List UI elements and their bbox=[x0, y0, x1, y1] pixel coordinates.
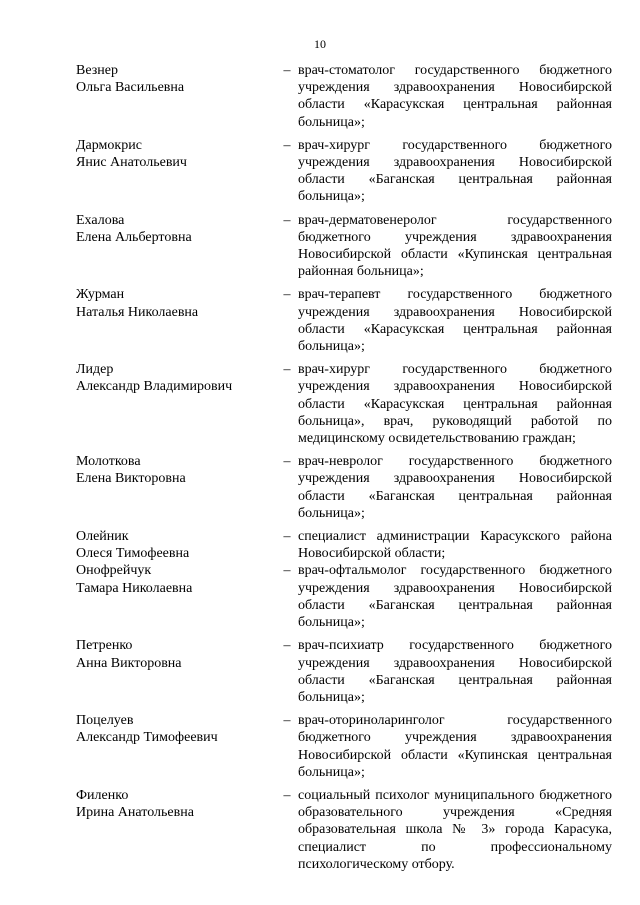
member-surname: Ехалова bbox=[76, 212, 125, 228]
separator-dash: – bbox=[283, 787, 291, 803]
member-given-name: Тамара Николаевна bbox=[76, 580, 193, 596]
member-surname: Журман bbox=[76, 287, 125, 303]
member-given-name: Янис Анатольевич bbox=[76, 155, 187, 171]
member-name bbox=[76, 62, 276, 96]
member-entry bbox=[76, 562, 612, 631]
member-surname: Онофрейчук bbox=[76, 563, 152, 579]
member-name bbox=[76, 137, 276, 171]
member-position: врач-стоматолог государственного бюджетного учреждения здравоохранения Новосибирской области «Карасукская центральная районная больница»; bbox=[298, 63, 612, 130]
member-position: врач-дерматовенеролог государственного бюджетного учреждения здравоохранения Новосибирской области «Купинская центральная районная больница»; bbox=[298, 212, 612, 280]
member-entry bbox=[76, 286, 612, 355]
member-entry bbox=[76, 712, 612, 781]
member-entry bbox=[76, 637, 612, 706]
separator-dash: – bbox=[283, 638, 291, 654]
member-position: социальный психолог муниципального бюджетного образовательного учреждения «Средняя образовательная школа № 3» города Карасука, специалист по профессиональному психологическому отбору. bbox=[298, 787, 612, 872]
member-name bbox=[76, 212, 276, 246]
member-entry bbox=[76, 528, 612, 562]
member-entry bbox=[76, 137, 612, 206]
separator-dash: – bbox=[283, 713, 291, 729]
member-given-name: Александр Владимирович bbox=[76, 379, 233, 395]
member-given-name: Анна Викторовна bbox=[76, 655, 182, 671]
member-position: врач-оториноларинголог государственного бюджетного учреждения здравоохранения Новосибирской области «Купинская центральная больница»; bbox=[298, 713, 612, 780]
separator-dash: – bbox=[283, 362, 291, 378]
member-given-name: Елена Альбертовна bbox=[76, 229, 192, 245]
commission-member-list bbox=[76, 62, 612, 879]
member-given-name: Ирина Анатольевна bbox=[76, 805, 194, 821]
member-given-name: Наталья Николаевна bbox=[76, 304, 199, 320]
member-position: специалист администрации Карасукского района Новосибирской области; bbox=[298, 529, 612, 562]
member-position: врач-хирург государственного бюджетного учреждения здравоохранения Новосибирской области «Баганская центральная районная больница»; bbox=[298, 137, 612, 205]
separator-dash: – bbox=[283, 63, 291, 78]
member-surname: Филенко bbox=[76, 787, 129, 803]
member-position: врач-хирург государственного бюджетного учреждения здравоохранения Новосибирской области «Карасукская центральная районная больница», врач, руководящий работой по медицинскому освидетельствованию граждан; bbox=[298, 362, 612, 447]
member-given-name: Ольга Васильевна bbox=[76, 80, 185, 96]
member-position: врач-терапевт государственного бюджетного учреждения здравоохранения Новосибирской области «Карасукская центральная районная больница»; bbox=[298, 287, 612, 355]
separator-dash: – bbox=[283, 563, 291, 579]
member-entry bbox=[76, 787, 612, 873]
separator-dash: – bbox=[283, 287, 291, 303]
separator-dash: – bbox=[283, 454, 291, 470]
member-surname: Дармокрис bbox=[76, 137, 142, 153]
member-entry bbox=[76, 62, 612, 131]
member-name bbox=[76, 787, 276, 821]
member-given-name: Елена Викторовна bbox=[76, 471, 186, 487]
member-given-name: Олеся Тимофеевна bbox=[76, 546, 190, 562]
member-surname: Петренко bbox=[76, 638, 133, 654]
separator-dash: – bbox=[283, 529, 291, 545]
member-entry bbox=[76, 453, 612, 522]
member-surname: Олейник bbox=[76, 529, 129, 545]
member-name bbox=[76, 712, 276, 746]
page-number: 10 bbox=[314, 37, 326, 51]
member-surname: Поцелуев bbox=[76, 713, 134, 729]
member-given-name: Александр Тимофеевич bbox=[76, 730, 218, 746]
member-name bbox=[76, 286, 276, 320]
separator-dash: – bbox=[283, 212, 291, 228]
member-surname: Молоткова bbox=[76, 454, 141, 470]
member-position: врач-офтальмолог государственного бюджетного учреждения здравоохранения Новосибирской области «Баганская центральная районная больница»; bbox=[298, 563, 612, 631]
member-entry bbox=[76, 212, 612, 281]
member-name bbox=[76, 637, 276, 671]
member-entry bbox=[76, 361, 612, 447]
member-surname: Лидер bbox=[76, 362, 114, 378]
separator-dash: – bbox=[283, 137, 291, 153]
member-name bbox=[76, 562, 276, 596]
member-position: врач-невролог государственного бюджетного учреждения здравоохранения Новосибирской области «Баганская центральная районная больница»; bbox=[298, 454, 612, 521]
member-name bbox=[76, 453, 276, 487]
member-name bbox=[76, 361, 276, 395]
member-surname: Везнер bbox=[76, 63, 118, 78]
member-name bbox=[76, 528, 276, 562]
member-position: врач-психиатр государственного бюджетного учреждения здравоохранения Новосибирской области «Баганская центральная районная больница»; bbox=[298, 638, 612, 705]
